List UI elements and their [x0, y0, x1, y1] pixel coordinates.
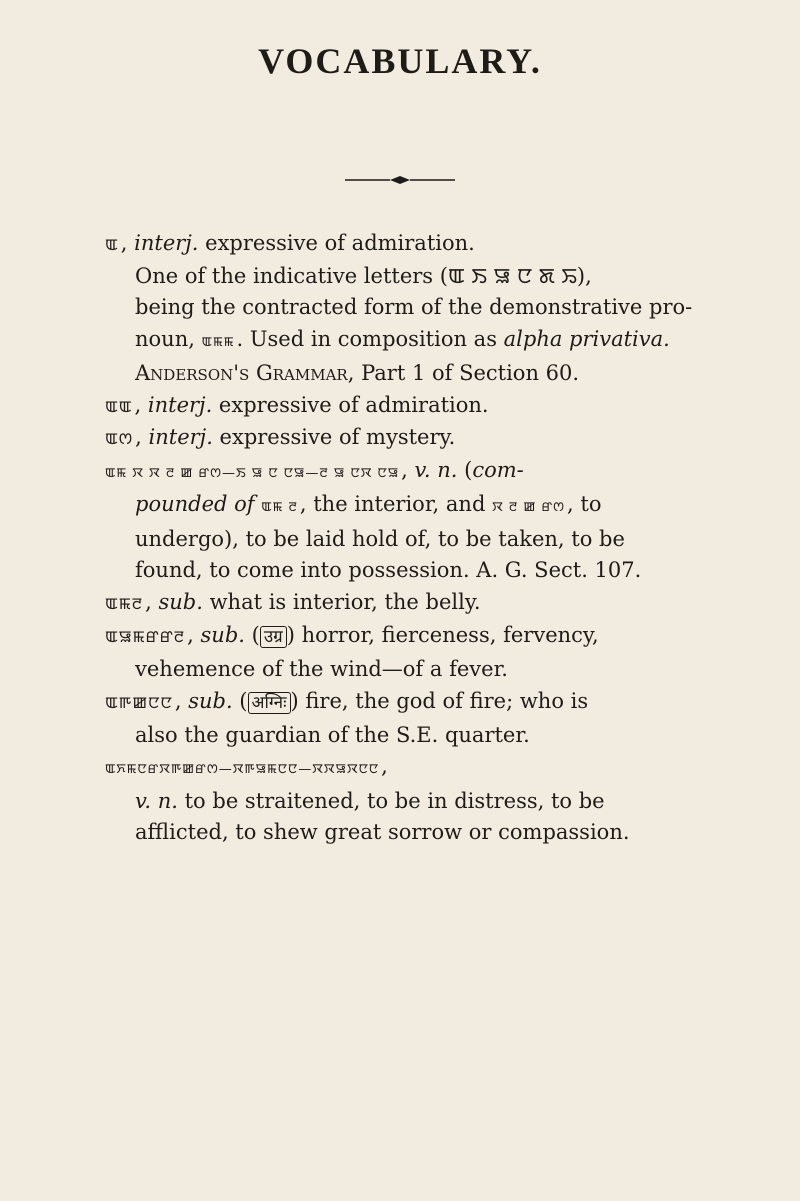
devanagari-gloss: अग्निः	[248, 692, 291, 714]
definition: undergo), to be laid hold of, to be taken, to be	[135, 526, 625, 551]
definition: being the contracted form of the demonstrative pro-	[135, 295, 693, 319]
definition: One of the indicative letters (ꯑ ꯏ ꯎ ꯅ ꯗ ꯢ),	[135, 263, 592, 288]
page-title: VOCABULARY.	[258, 41, 542, 81]
headword: ꯑ	[105, 235, 119, 254]
entry-as: ꯑꯁ, interj. expressive of mystery.	[105, 425, 456, 449]
definition: also the guardian of the S.E. quarter.	[135, 722, 530, 747]
part-of-speech: interj.	[148, 425, 213, 449]
ornament-divider	[345, 176, 455, 184]
definition: vehemence of the wind—of a fever.	[135, 656, 508, 681]
headword: ꯑꯒꯀꯅꯅ	[105, 693, 173, 712]
definition: found, to come into possession. A. G. Sect. 107.	[135, 558, 642, 582]
headword: ꯑꯃ ꯂ	[261, 500, 298, 515]
entry-aa: ꯑꯑ, interj. expressive of admiration.	[105, 392, 489, 417]
headword: ꯑꯈꯃꯅꯔꯋꯒꯀꯔꯁ—ꯋꯒꯎꯃꯅꯅ—ꯋꯋꯎꯋꯅꯅ	[105, 762, 380, 777]
definition: expressive of admiration.	[198, 231, 475, 255]
headword: ꯑꯑ	[105, 396, 133, 416]
definition: what is interior, the belly.	[202, 589, 481, 614]
part-of-speech: interj.	[134, 231, 199, 255]
headword: ꯑꯃ ꯋ ꯋ ꯂ ꯀ ꯔꯁ—ꯏ ꯎ ꯅ ꯅꯎ—ꯂ ꯎ ꯅꯋ ꯅꯎ	[105, 465, 400, 481]
reference: Anderson's Grammar,	[135, 361, 355, 385]
entry-horror: ꯑꯎꯃꯔꯔꯂ, sub. ( उग्र ) horror, fierceness, fervency, vehemence of the wind—of a fever.	[105, 623, 599, 681]
definition: afflicted, to shew great sorrow or compassion.	[135, 820, 630, 844]
entry-a: ꯑ, interj. expressive of admiration. One of the indicative letters (ꯑ ꯏ ꯎ ꯅ ꯗ ꯢ), being the contracted form of the demonstrative pro- noun, ꯑꯃꯃ. Used in composition as alpha privativa. Anderson's Grammar, Part 1 of Section 60.	[105, 231, 693, 385]
entry-belly: ꯑꯃꯂ, sub. what is interior, the belly.	[105, 589, 481, 614]
part-of-speech: interj.	[147, 392, 213, 417]
part-of-speech: v. n.	[414, 457, 458, 482]
headword: ꯑꯃꯃ	[201, 334, 235, 350]
part-of-speech: sub.	[188, 689, 233, 713]
headword: ꯑꯁ	[105, 429, 134, 448]
entry-verb-2: ꯑꯈꯃꯅꯔꯋꯒꯀꯔꯁ—ꯋꯒꯎꯃꯅꯅ—ꯋꯋꯎꯋꯅꯅ, v. n. to be straitened, to be in distress, to be afflicted, to shew great sorrow or compassion.	[105, 754, 630, 844]
part-of-speech: sub.	[200, 623, 245, 647]
vocabulary-entries	[105, 228, 795, 849]
devanagari-gloss: उग्र	[260, 626, 287, 648]
part-of-speech: v. n.	[135, 788, 178, 813]
entry-fire: ꯑꯒꯀꯅꯅ, sub. ( अग्निः ) fire, the god of fire; who is also the guardian of the S.E. quarter.	[105, 689, 589, 747]
definition: fire, the god of fire; who is	[298, 689, 589, 713]
headword: ꯑꯎꯃꯔꯔꯂ	[105, 627, 186, 646]
definition: expressive of admiration.	[212, 392, 489, 417]
headword: ꯑꯃꯂ	[105, 593, 144, 613]
definition: horror, fierceness, fervency,	[294, 623, 599, 647]
headword: ꯋ ꯂ ꯀ ꯔꯁ	[492, 500, 566, 515]
part-of-speech: sub.	[158, 589, 203, 614]
definition: to be straitened, to be in distress, to be	[177, 788, 605, 813]
entry-verb-1: ꯑꯃ ꯋ ꯋ ꯂ ꯀ ꯔꯁ—ꯏ ꯎ ꯅ ꯅꯎ—ꯂ ꯎ ꯅꯋ ꯅꯎ, v. n. (com- pounded of ꯑꯃ ꯂ, the interior, and ꯋ ꯂ ꯀ ꯔꯁ, to undergo), to be laid hold of, to be taken, to be found, to come into possession. A. G. Sect. 107.	[105, 457, 642, 582]
definition: expressive of mystery.	[212, 425, 456, 449]
